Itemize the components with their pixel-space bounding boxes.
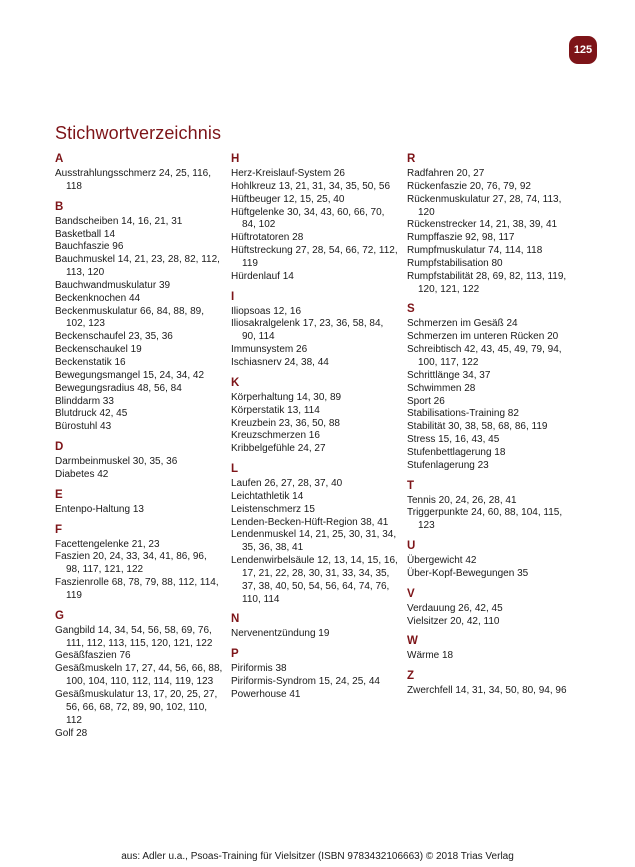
index-column-2 xyxy=(231,153,399,709)
index-entry: Stabilisations-Training 82 xyxy=(407,408,519,420)
page-number: 125 xyxy=(573,44,593,56)
index-entry: Gesäßmuskeln 17, 27, 44, 56, 66, 88, 100, 104, 110, 112, 114, 119, 123 xyxy=(55,663,223,688)
index-letter-heading: Z xyxy=(407,670,415,683)
index-entry: Rumpfstabilität 28, 69, 82, 113, 119, 120, 121, 122 xyxy=(407,270,567,295)
page-title: Stichwortverzeichnis xyxy=(55,123,222,144)
index-entry: Körperstatik 13, 114 xyxy=(231,404,320,416)
index-letter-heading: N xyxy=(231,613,240,626)
index-entry: Darmbeinmuskel 30, 35, 36 xyxy=(55,456,178,468)
index-entry: Beckenknochen 44 xyxy=(55,292,141,304)
index-entry: Radfahren 20, 27 xyxy=(407,168,485,179)
index-entry: Herz-Kreislauf-System 26 xyxy=(231,168,345,179)
index-entry: Vielsitzer 20, 42, 110 xyxy=(407,615,500,627)
page-number-badge xyxy=(569,36,597,64)
index-letter-heading: A xyxy=(55,153,64,165)
index-entry: Zwerchfell 14, 31, 34, 50, 80, 94, 96 xyxy=(407,685,567,697)
index-entry: Hüftrotatoren 28 xyxy=(231,232,304,244)
index-group xyxy=(407,588,575,629)
index-entry: Übergewicht 42 xyxy=(407,555,477,567)
index-letter-heading: I xyxy=(231,290,235,303)
index-group xyxy=(407,153,575,296)
index-group xyxy=(407,635,575,663)
index-column-1 xyxy=(55,153,223,747)
index-entry: Immunsystem 26 xyxy=(231,344,308,356)
index-entry: Bauchwandmuskulatur 39 xyxy=(55,279,171,291)
index-entry: Rückenstrecker 14, 21, 38, 39, 41 xyxy=(407,219,558,231)
index-group xyxy=(407,480,575,534)
index-entry: Ausstrahlungsschmerz 24, 25, 116, 118 xyxy=(55,168,212,192)
index-letter-heading: L xyxy=(231,463,239,476)
index-entry: Powerhouse 41 xyxy=(231,689,301,700)
index-entry: Basketball 14 xyxy=(55,228,116,240)
index-entry: Bandscheiben 14, 16, 21, 31 xyxy=(55,215,183,227)
index-entry: Gesäßfaszien 76 xyxy=(55,650,131,662)
index-entry: Beckenschaufel 23, 35, 36 xyxy=(55,331,173,343)
index-entry: Iliopsoas 12, 16 xyxy=(231,305,302,317)
index-group xyxy=(407,303,575,472)
index-entry: Stufenbettlagerung 18 xyxy=(407,446,506,458)
index-entry: Entenpo-Haltung 13 xyxy=(55,503,144,515)
index-letter-heading: R xyxy=(407,153,416,165)
index-entry: Körperhaltung 14, 30, 89 xyxy=(231,391,342,403)
index-entry: Beckenschaukel 19 xyxy=(55,344,142,356)
index-entry: Hüftstreckung 27, 28, 54, 66, 72, 112, 119 xyxy=(231,245,398,269)
index-group xyxy=(55,524,223,603)
index-group xyxy=(55,201,223,434)
index-letter-heading: V xyxy=(407,587,415,600)
index-entry: Facettengelenke 21, 23 xyxy=(55,538,160,550)
index-entry: Bauchfaszie 96 xyxy=(55,241,124,253)
index-letter-heading: H xyxy=(231,153,240,165)
index-letter-heading: E xyxy=(55,488,63,501)
index-group xyxy=(407,540,575,581)
index-entry: Beckenmuskulatur 66, 84, 88, 89, 102, 123 xyxy=(55,305,204,330)
index-letter-heading: F xyxy=(55,523,63,536)
index-entry: Bewegungsmangel 15, 24, 34, 42 xyxy=(55,369,204,381)
index-entry: Stufenlagerung 23 xyxy=(407,459,489,471)
index-entry: Golf 28 xyxy=(55,727,88,739)
index-entry: Stabilität 30, 38, 58, 68, 86, 119 xyxy=(407,421,548,433)
index-entry: Diabetes 42 xyxy=(55,468,109,480)
index-entry: Triggerpunkte 24, 60, 88, 104, 115, 123 xyxy=(407,507,563,532)
index-entry: Schmerzen im Gesäß 24 xyxy=(407,318,518,330)
index-entry: Rumpfmuskulatur 74, 114, 118 xyxy=(407,245,543,257)
index-entry: Nervenentzündung 19 xyxy=(231,628,330,640)
index-entry: Tennis 20, 24, 26, 28, 41 xyxy=(407,494,517,506)
index-entry: Gangbild 14, 34, 54, 56, 58, 69, 76, 111, 112, 113, 115, 120, 121, 122 xyxy=(55,624,213,649)
index-letter-heading: B xyxy=(55,200,64,213)
index-entry: Kreuzbein 23, 36, 50, 88 xyxy=(231,417,340,429)
index-group xyxy=(55,610,223,741)
index-entry: Über-Kopf-Bewegungen 35 xyxy=(407,567,529,579)
index-entry: Sport 26 xyxy=(407,395,445,407)
index-entry: Schrittlänge 34, 37 xyxy=(407,369,491,381)
index-entry: Hüftgelenke 30, 34, 43, 60, 66, 70, 84, 102 xyxy=(231,206,385,231)
index-group xyxy=(231,291,399,370)
index-entry: Laufen 26, 27, 28, 37, 40 xyxy=(231,478,343,490)
index-entry: Piriformis-Syndrom 15, 24, 25, 44 xyxy=(231,676,380,688)
index-entry: Beckenstatik 16 xyxy=(55,356,126,368)
index-entry: Rückenfaszie 20, 76, 79, 92 xyxy=(407,180,531,192)
index-letter-heading: G xyxy=(55,609,64,622)
index-entry: Gesäßmuskulatur 13, 17, 20, 25, 27, 56, 66, 68, 72, 89, 90, 102, 110, 112 xyxy=(55,689,218,726)
index-entry: Schwimmen 28 xyxy=(407,382,476,394)
index-entry: Hüftbeuger 12, 15, 25, 40 xyxy=(231,193,345,205)
index-letter-heading: K xyxy=(231,376,240,389)
index-entry: Stress 15, 16, 43, 45 xyxy=(407,434,500,446)
index-group xyxy=(231,377,399,456)
index-entry: Bürostuhl 43 xyxy=(55,421,112,433)
index-entry: Bewegungsradius 48, 56, 84 xyxy=(55,382,182,394)
index-letter-heading: U xyxy=(407,540,416,553)
index-entry: Bauchmuskel 14, 21, 23, 28, 82, 112, 113, 120 xyxy=(55,254,220,279)
index-entry: Schreibtisch 42, 43, 45, 49, 79, 94, 100, 117, 122 xyxy=(407,344,562,368)
index-entry: Lendenwirbelsäule 12, 13, 14, 15, 16, 17, 21, 22, 28, 30, 31, 33, 34, 35, 37, 38, 40, 50, 54, 56, 64, 74, 76, 110, 114 xyxy=(231,555,398,605)
index-letter-heading: S xyxy=(407,303,415,316)
index-entry: Schmerzen im unteren Rücken 20 xyxy=(407,331,559,343)
index-group xyxy=(55,441,223,482)
index-group xyxy=(231,463,399,606)
index-entry: Wärme 18 xyxy=(407,650,454,662)
index-letter-heading: T xyxy=(407,479,415,492)
index-group xyxy=(231,153,399,284)
index-group xyxy=(231,648,399,702)
index-group xyxy=(55,489,223,517)
index-entry: Hohlkreuz 13, 21, 31, 34, 35, 50, 56 xyxy=(231,180,390,192)
index-entry: Piriformis 38 xyxy=(231,663,287,675)
index-letter-heading: W xyxy=(407,635,418,648)
index-entry: Blutdruck 42, 45 xyxy=(55,408,128,420)
index-entry: Kribbelgefühle 24, 27 xyxy=(231,443,326,455)
index-entry: Verdauung 26, 42, 45 xyxy=(407,602,503,614)
index-letter-heading: P xyxy=(231,648,239,661)
index-group xyxy=(407,670,575,698)
index-entry: Leichtathletik 14 xyxy=(231,490,304,502)
index-entry: Faszienrolle 68, 78, 79, 88, 112, 114, 119 xyxy=(55,577,219,601)
index-column-3 xyxy=(407,153,575,705)
index-entry: Iliosakralgelenk 17, 23, 36, 58, 84, 90, 114 xyxy=(231,318,384,343)
index-letter-heading: D xyxy=(55,441,64,454)
index-entry: Lenden-Becken-Hüft-Region 38, 41 xyxy=(231,516,389,528)
index-entry: Hürdenlauf 14 xyxy=(231,270,294,282)
index-entry: Rumpffaszie 92, 98, 117 xyxy=(407,232,515,244)
index-entry: Lendenmuskel 14, 21, 25, 30, 31, 34, 35, 36, 38, 41 xyxy=(231,529,397,554)
index-entry: Rumpfstabilisation 80 xyxy=(407,257,503,269)
index-entry: Blinddarm 33 xyxy=(55,395,114,407)
index-entry: Leistenschmerz 15 xyxy=(231,503,315,515)
index-group xyxy=(55,153,223,194)
index-entry: Faszien 20, 24, 33, 34, 41, 86, 96, 98, 117, 121, 122 xyxy=(55,551,207,576)
index-entry: Kreuzschmerzen 16 xyxy=(231,430,320,442)
index-entry: Ischiasnerv 24, 38, 44 xyxy=(231,356,329,368)
source-footer: aus: Adler u.a., Psoas-Training für Vielsitzer (ISBN 9783432106663) © 2018 Trias Verlag xyxy=(121,851,514,862)
index-group xyxy=(231,613,399,641)
index-entry: Rückenmuskulatur 27, 28, 74, 113, 120 xyxy=(407,193,562,218)
